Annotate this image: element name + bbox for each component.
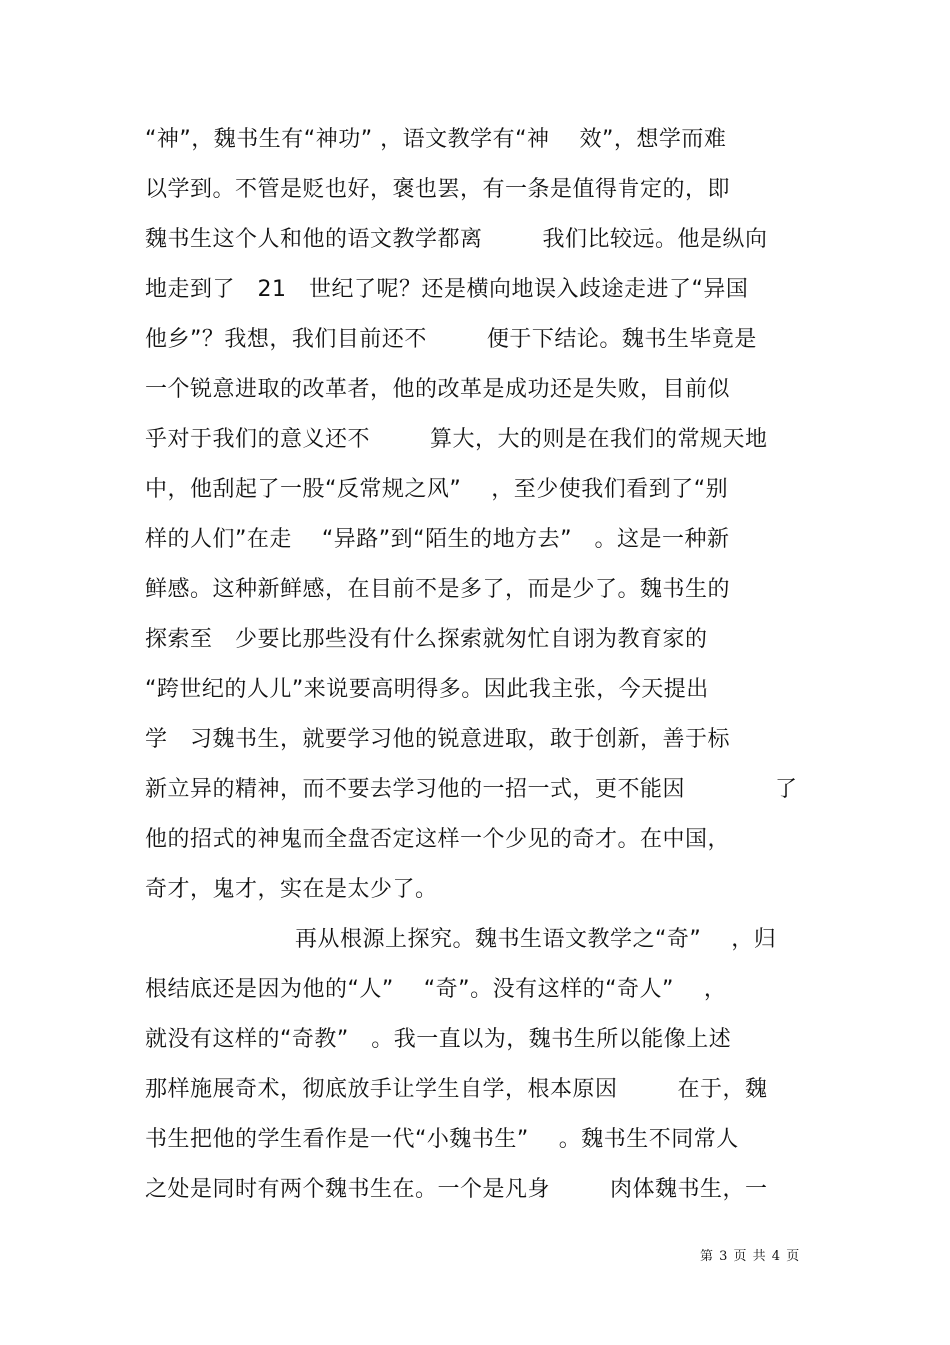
text-line-14: 新立异的精神，而不要去学习他的一招一式，更不能因 了 — [145, 777, 798, 802]
text-line-21: 书生把他的学生看作是一代“小魏书生” 。魏书生不同常人 — [145, 1127, 739, 1152]
text-line-19: 就没有这样的“奇教” 。我一直以为，魏书生所以能像上述 — [145, 1027, 732, 1052]
text-line-3: 魏书生这个人和他的语文教学都离 我们比较远。他是纵向 — [145, 227, 768, 252]
text-line-18: 根结底还是因为他的“人” “奇”。没有这样的“奇人” ， — [145, 977, 727, 1002]
text-line-20: 那样施展奇术，彻底放手让学生自学，根本原因 在于，魏 — [145, 1077, 768, 1102]
text-line-7: 乎对于我们的意义还不 算大，大的则是在我们的常规天地 — [145, 427, 768, 452]
text-line-16: 奇才，鬼才，实在是太少了。 — [145, 877, 438, 902]
text-line-17: 再从根源上探究。魏书生语文教学之“奇” ，归 — [145, 927, 777, 952]
text-line-6: 一个锐意进取的改革者，他的改革是成功还是失败，目前似 — [145, 377, 731, 402]
text-line-15: 他的招式的神鬼而全盘否定这样一个少见的奇才。在中国， — [145, 827, 731, 852]
text-line-2: 以学到。不管是贬也好，褒也罢，有一条是值得肯定的，即 — [145, 177, 731, 202]
text-line-10: 鲜感。这种新鲜感，在目前不是多了，而是少了。魏书生的 — [145, 577, 731, 602]
text-line-11: 探索至 少要比那些没有什么探索就匆忙自诩为教育家的 — [145, 627, 708, 652]
text-line-8: 中，他刮起了一股“反常规之风” ，至少使我们看到了“别 — [145, 477, 729, 502]
text-line-13: 学 习魏书生，就要学习他的锐意进取，敢于创新，善于标 — [145, 727, 731, 752]
text-line-22: 之处是同时有两个魏书生在。一个是凡身 肉体魏书生，一 — [145, 1177, 768, 1202]
text-line-5: 他乡”？我想，我们目前还不 便于下结论。魏书生毕竟是 — [145, 327, 757, 352]
text-line-4: 地走到了 21 世纪了呢？还是横向地误入歧途走进了“异国 — [145, 277, 749, 302]
text-line-12: “跨世纪的人儿”来说要高明得多。因此我主张，今天提出 — [145, 677, 709, 702]
page-number-footer: 第 3 页 共 4 页 — [700, 1249, 801, 1264]
text-line-9: 样的人们”在走 “异路”到“陌生的地方去” 。这是一种新 — [145, 527, 730, 552]
text-line-1: “神”，魏书生有“神功” ，语文教学有“神 效”，想学而难 — [145, 127, 727, 152]
